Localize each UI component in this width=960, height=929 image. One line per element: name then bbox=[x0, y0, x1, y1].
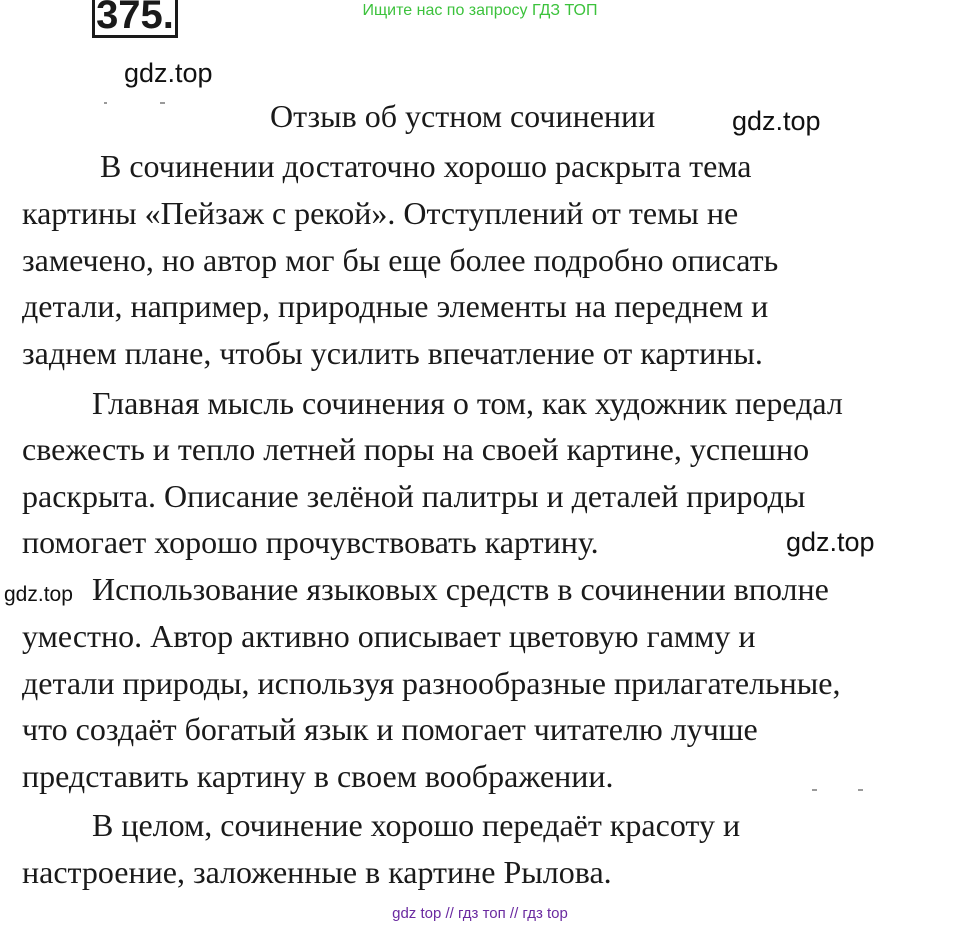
text-line: раскрыта. Описание зелёной палитры и деталей природы bbox=[22, 478, 806, 514]
scan-mark bbox=[104, 102, 107, 104]
watermark: gdz.top bbox=[786, 527, 875, 557]
watermark: gdz.top bbox=[4, 583, 73, 606]
watermark: gdz.top bbox=[732, 106, 821, 136]
scan-mark bbox=[160, 102, 165, 104]
text-line: детали, например, природные элементы на переднем и bbox=[22, 288, 769, 324]
top-banner[interactable]: Ищите нас по запросу ГДЗ ТОП bbox=[362, 2, 598, 19]
watermark: gdz.top bbox=[124, 58, 213, 88]
text-line: В целом, сочинение хорошо передаёт красоту и bbox=[92, 807, 741, 843]
text-line: что создаёт богатый язык и помогает читателю лучше bbox=[22, 711, 758, 747]
footer-links[interactable]: gdz top // гдз топ // гдз top bbox=[392, 905, 568, 922]
text-line: помогает хорошо прочувствовать картину. bbox=[22, 524, 599, 560]
text-line: Использование языковых средств в сочинении вполне bbox=[92, 571, 829, 607]
task-number: 375. bbox=[92, 0, 178, 38]
text-line: замечено, но автор мог бы еще более подробно описать bbox=[22, 242, 779, 278]
text-line: представить картину в своем воображении. bbox=[22, 758, 614, 794]
text-line: уместно. Автор активно описывает цветовую гамму и bbox=[22, 618, 756, 654]
text-line: свежесть и тепло летней поры на своей картине, успешно bbox=[22, 431, 810, 467]
text-line: Главная мысль сочинения о том, как художник передал bbox=[92, 385, 843, 421]
scan-mark bbox=[812, 789, 817, 791]
text-line: детали природы, используя разнообразные прилагательные, bbox=[22, 665, 841, 701]
text-line: настроение, заложенные в картине Рылова. bbox=[22, 854, 612, 890]
text-line: В сочинении достаточно хорошо раскрыта тема bbox=[100, 148, 752, 184]
text-line: картины «Пейзаж с рекой». Отступлений от темы не bbox=[22, 195, 739, 231]
document-title: Отзыв об устном сочинении bbox=[270, 98, 656, 134]
text-line: заднем плане, чтобы усилить впечатление от картины. bbox=[22, 335, 763, 371]
scan-mark bbox=[858, 789, 863, 791]
